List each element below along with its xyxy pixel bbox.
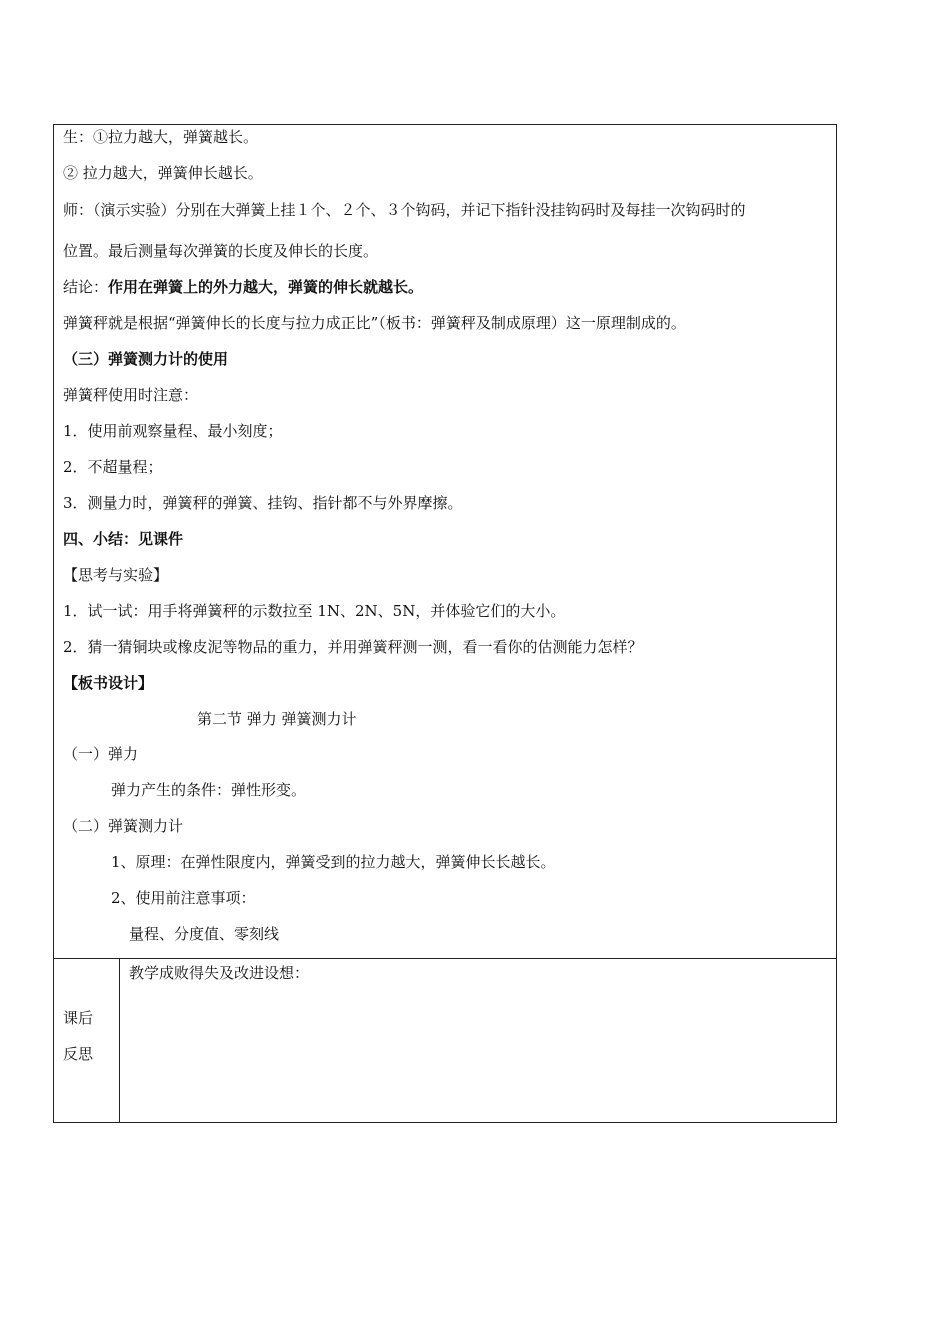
board-section-1: （一）弹力 bbox=[63, 745, 139, 763]
board-section-2-item-2: 2、使用前注意事项： bbox=[111, 889, 256, 907]
conclusion bbox=[63, 277, 423, 297]
spring-scale-principle: 弹簧秤就是根据“弹簧伸长的长度与拉力成正比”（板书：弹簧秤及制成原理）这一原理制成的。 bbox=[63, 314, 686, 332]
student-answer-2: ② 拉力越大，弹簧伸长越长。 bbox=[63, 164, 263, 182]
board-design-heading: 【板书设计】 bbox=[63, 674, 154, 692]
usage-note-2: 2．不超量程； bbox=[63, 458, 163, 476]
teacher-demo-line-2: 位置。最后测量每次弹簧的长度及伸长的长度。 bbox=[63, 242, 379, 260]
teacher-demo-line-1: 师：（演示实验）分别在大弹簧上挂１个、２个、３个钩码，并记下指针没挂钩码时及每挂一次钩码时的 bbox=[63, 201, 746, 219]
reflection-label-line-2: 反思 bbox=[63, 1045, 94, 1063]
board-section-2-item-3: 量程、分度值、零刻线 bbox=[129, 925, 280, 943]
conclusion-text: 作用在弹簧上的外力越大，弹簧的伸长就越长。 bbox=[108, 278, 424, 296]
table-column-divider bbox=[119, 958, 120, 1123]
reflection-prompt: 教学成败得失及改进设想： bbox=[129, 964, 310, 982]
conclusion-prefix: 结论： bbox=[63, 278, 109, 296]
usage-notes-heading: 弹簧秤使用时注意： bbox=[63, 386, 199, 404]
board-section-2-item-1: 1、原理：在弹性限度内，弹簧受到的拉力越大，弹簧伸长长越长。 bbox=[111, 853, 556, 871]
usage-note-3: 3．测量力时，弹簧秤的弹簧、挂钩、指针都不与外界摩擦。 bbox=[63, 494, 463, 512]
think-item-2: 2．猜一猜铜块或橡皮泥等物品的重力，并用弹簧秤测一测，看一看你的估测能力怎样？ bbox=[63, 638, 643, 656]
think-experiment-heading: 【思考与实验】 bbox=[63, 566, 169, 584]
board-title: 第二节 弹力 弹簧测力计 bbox=[197, 710, 357, 728]
board-section-1-item: 弹力产生的条件：弹性形变。 bbox=[111, 781, 307, 799]
table-row-divider bbox=[53, 958, 837, 959]
reflection-label-line-1: 课后 bbox=[63, 1009, 94, 1027]
student-answer-1: 生：①拉力越大，弹簧越长。 bbox=[63, 128, 259, 146]
think-item-1: 1．试一试：用手将弹簧秤的示数拉至 1N、2N、5N，并体验它们的大小。 bbox=[63, 602, 566, 620]
usage-note-1: 1．使用前观察量程、最小刻度； bbox=[63, 422, 283, 440]
section-heading-3: （三）弹簧测力计的使用 bbox=[63, 350, 229, 368]
board-section-2: （二）弹簧测力计 bbox=[63, 817, 184, 835]
summary-heading: 四、小结：见课件 bbox=[63, 530, 184, 548]
